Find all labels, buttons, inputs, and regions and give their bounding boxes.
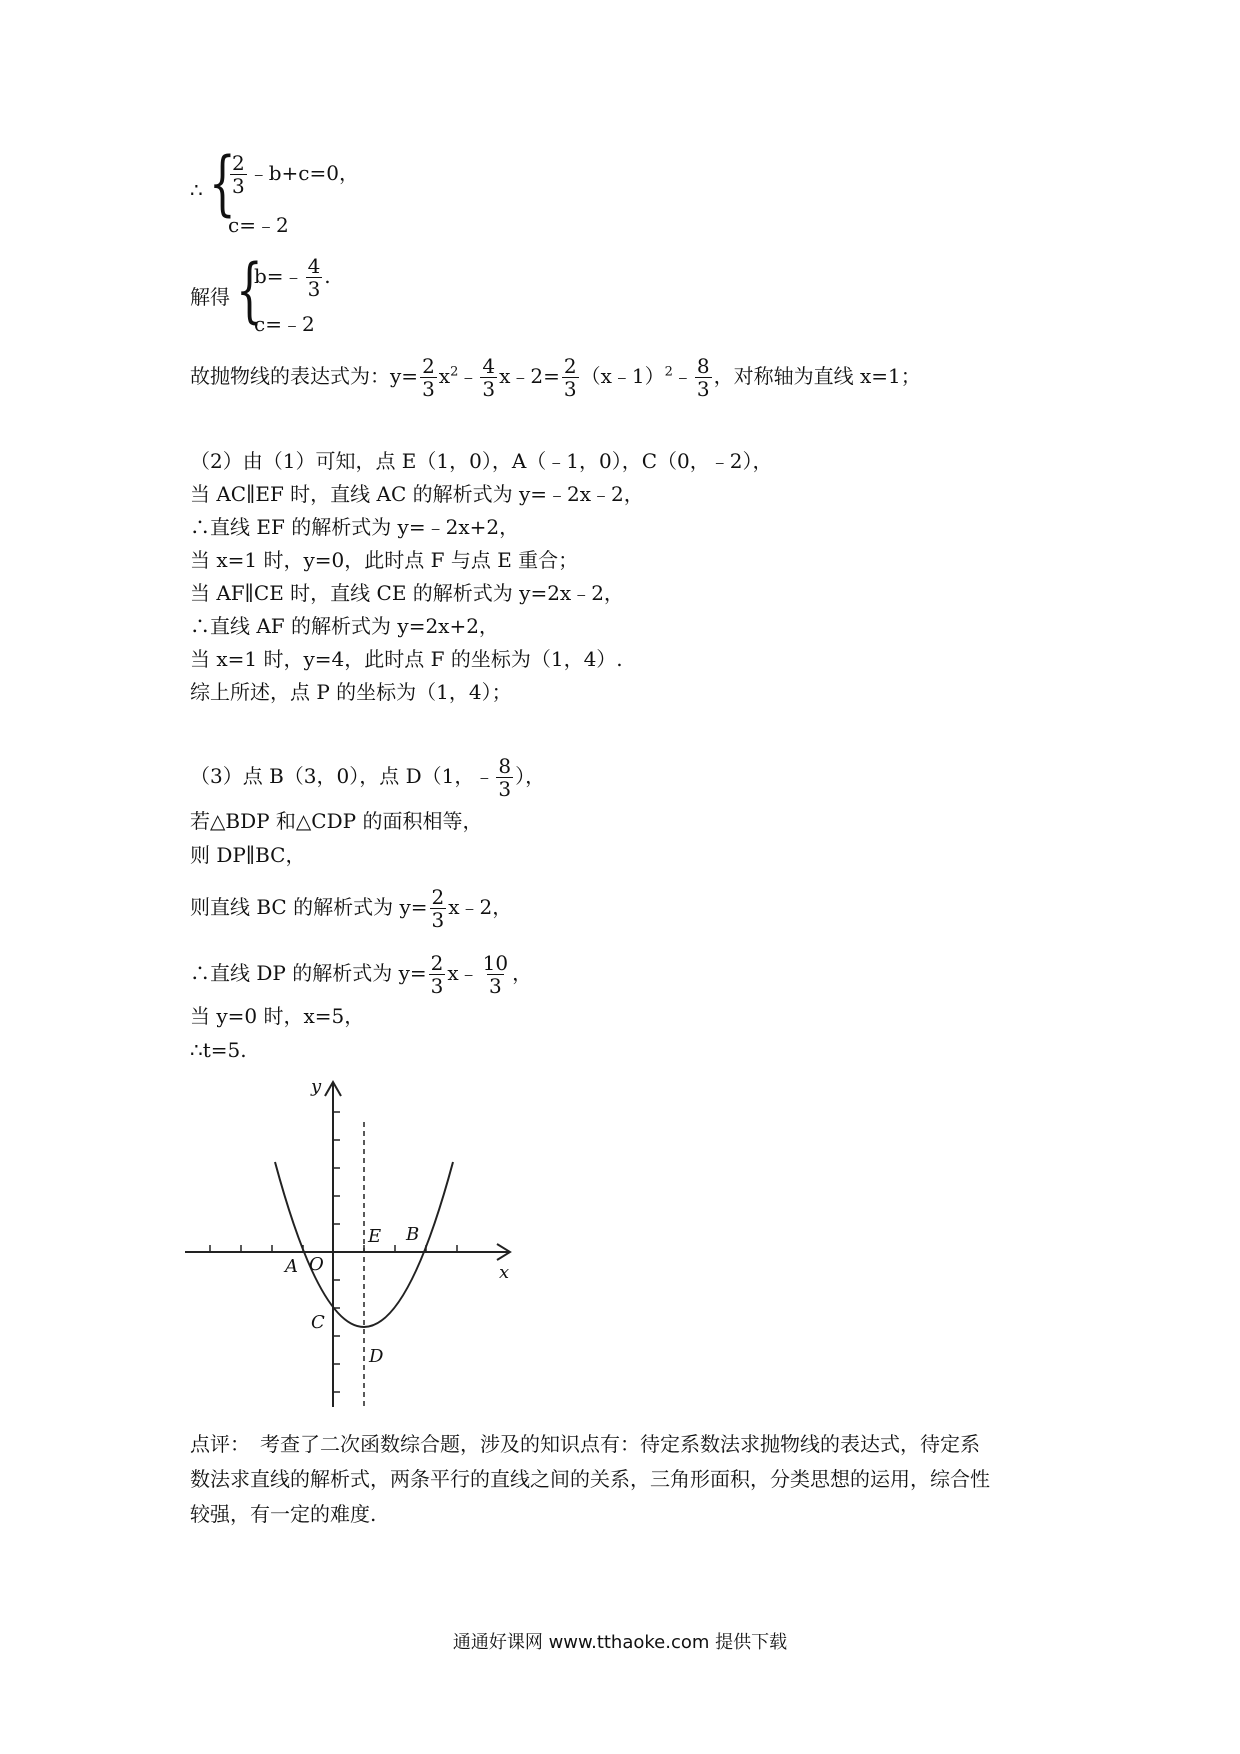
comment-line: 较强，有一定的难度.	[190, 1502, 377, 1526]
part2-line: 当 AC∥EF 时，直线 AC 的解析式为 y=﹣2x﹣2，	[190, 482, 644, 506]
fraction: $\frac{4}{3}$	[307, 254, 321, 301]
part2-line: 综上所述，点 P 的坐标为（1，4）；	[190, 680, 512, 704]
point-label-d: D	[369, 1346, 384, 1367]
point-label-a: A	[285, 1256, 298, 1277]
part2-line: （2）由（1）可知，点 E（1，0），A（﹣1，0），C（0，﹣2），	[190, 449, 773, 473]
part2-line: ∴直线 EF 的解析式为 y=﹣2x+2，	[190, 515, 520, 539]
equation-system-1: $\frac{2}{3}$ ﹣b+c=0， c=﹣2	[228, 151, 359, 237]
fraction: $\frac{2}{3}$	[232, 151, 245, 198]
part2-line: ∴直线 AF 的解析式为 y=2x+2，	[190, 614, 499, 638]
part3-line: 则 DP∥BC，	[190, 843, 306, 867]
solve-label: 解得	[190, 285, 230, 309]
parabola-expression: 故抛物线的表达式为：y= $\frac{2}{3}$ $x^2﹣$ $\frac{4}{3}$ x﹣2= $\frac{2}{3}$ （x﹣1）$^2$﹣ $\frac{8}{3}$ ，对称轴为直线 x=1；	[190, 354, 921, 401]
point-label-c: C	[311, 1312, 325, 1333]
line-dp-expression: ∴直线 DP 的解析式为 y= $\frac{2}{3}$ x﹣ $\frac{10}{3}$ ，	[190, 951, 533, 998]
x-axis-label: x	[499, 1262, 510, 1283]
point-label-o: O	[309, 1254, 324, 1275]
system-brace-1: {	[209, 142, 236, 224]
comment-line: 数法求直线的解析式，两条平行的直线之间的关系，三角形面积，分类思想的运用，综合性	[190, 1467, 990, 1491]
footer-credit: 通通好课网 www.tthaoke.com 提供下载	[452, 1632, 788, 1653]
therefore-symbol: ∴	[190, 178, 203, 202]
y-axis-label: y	[311, 1076, 322, 1097]
point-label-e: E	[368, 1226, 382, 1247]
part3-line: ∴t=5.	[190, 1038, 247, 1062]
part2-line: 当 x=1 时，y=0，此时点 F 与点 E 重合；	[190, 548, 579, 572]
part2-line: 当 x=1 时，y=4，此时点 F 的坐标为（1，4）.	[190, 647, 623, 671]
line-bc-expression: 则直线 BC 的解析式为 y= $\frac{2}{3}$ x﹣2，	[190, 885, 513, 932]
system-brace-2: {	[236, 249, 263, 331]
part3-points: （3）点 B（3，0），点 D（1，﹣ $\frac{8}{3}$ ），	[190, 754, 546, 801]
comment-line: 点评： 考查了二次函数综合题，涉及的知识点有：待定系数法求抛物线的表达式，待定系	[190, 1432, 980, 1456]
parabola-graph	[185, 1072, 515, 1412]
part2-line: 当 AF∥CE 时，直线 CE 的解析式为 y=2x﹣2，	[190, 581, 624, 605]
equation-system-2: b=﹣ $\frac{4}{3}$ . c=﹣2	[254, 254, 331, 336]
part3-line: 当 y=0 时，x=5，	[190, 1004, 365, 1028]
point-label-b: B	[406, 1224, 420, 1245]
part3-line: 若△BDP 和△CDP 的面积相等，	[190, 809, 483, 833]
